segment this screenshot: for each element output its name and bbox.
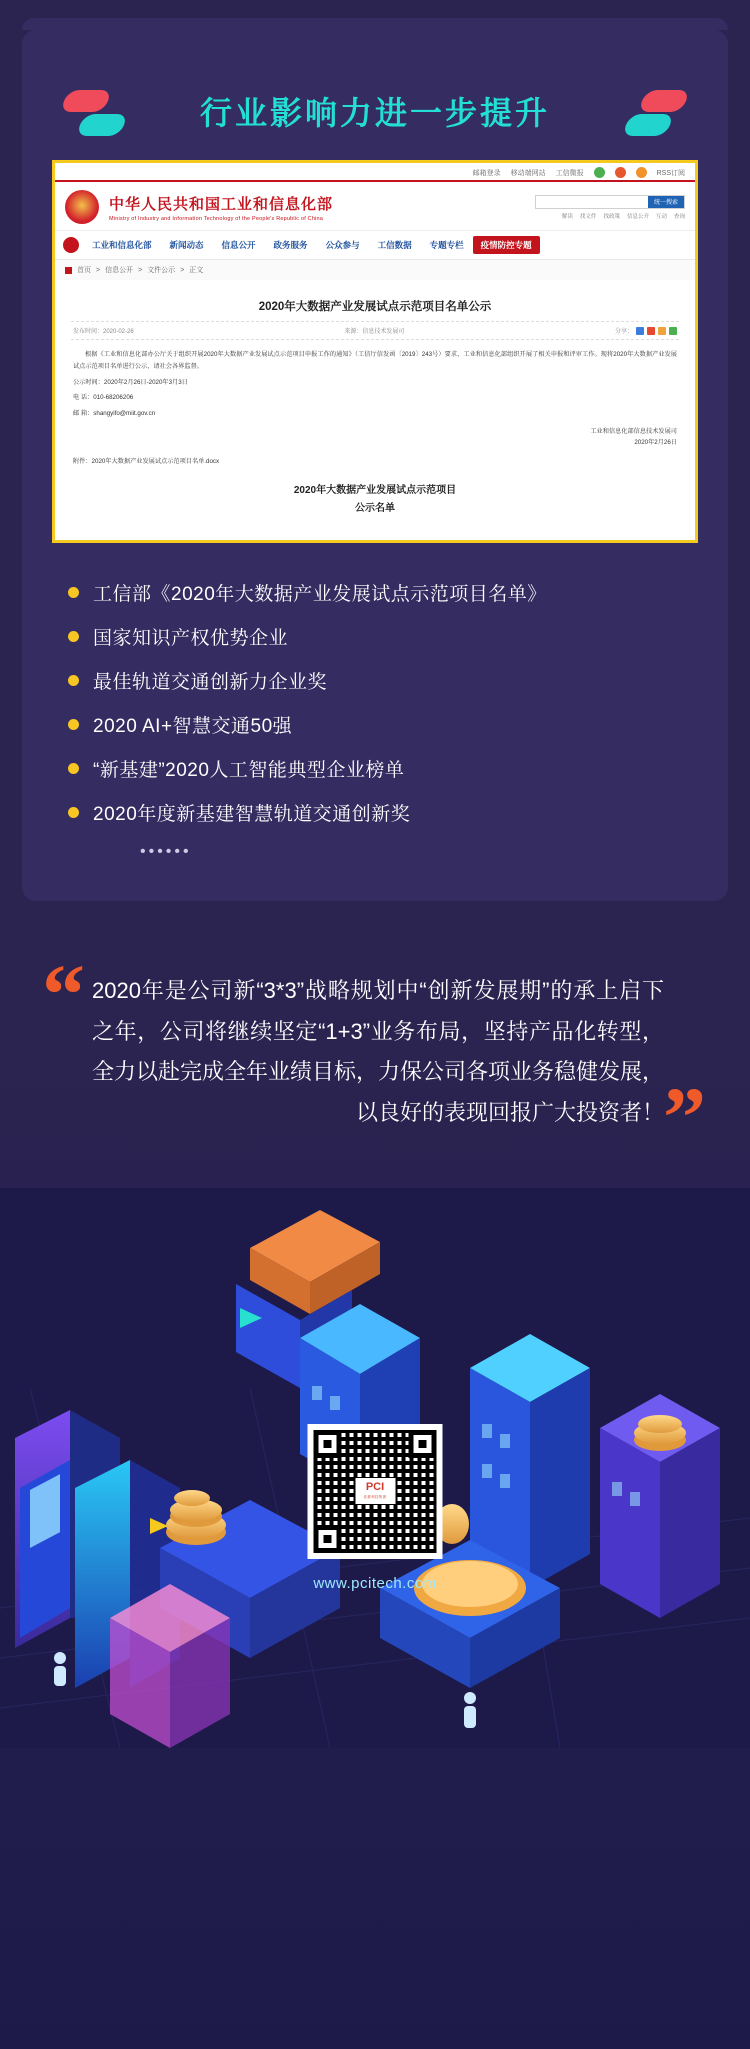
ribbon-right-icon xyxy=(612,102,686,128)
document-title: 2020年大数据产业发展试点示范项目名单公示 xyxy=(258,301,492,313)
list-item xyxy=(68,667,682,694)
document-subtitle-line1: 2020年大数据产业发展试点示范项目 xyxy=(293,485,457,496)
qr-eye-icon xyxy=(314,1430,342,1458)
nav-item-topics[interactable]: 专题专栏 xyxy=(429,240,464,250)
document-meta xyxy=(71,321,679,340)
search-button[interactable]: 统一搜索 xyxy=(648,196,684,208)
bullet-dot-icon xyxy=(68,675,79,686)
qr-logo-sub: 佳都科技集团 xyxy=(363,1495,387,1500)
breadcrumb: 首页 > 信息公开 > 文件公示 > 正文 xyxy=(55,259,695,280)
document-tel: 电 话：010-68206206 xyxy=(73,394,134,402)
qr-eye-icon xyxy=(409,1430,437,1458)
breadcrumb-item-disclosure[interactable]: 信息公开 xyxy=(105,267,134,274)
quote-close-icon: ” xyxy=(663,1068,706,1165)
bullet-dot-icon xyxy=(68,763,79,774)
nav-item-news[interactable]: 新闻动态 xyxy=(169,240,204,250)
share-qzone-icon[interactable] xyxy=(658,327,666,335)
qr-section xyxy=(308,1424,443,1592)
list-item-label: 国家知识产权优势企业 xyxy=(93,628,289,649)
qr-code[interactable] xyxy=(308,1424,443,1559)
document-signature xyxy=(73,426,677,448)
qr-logo-main: PCI xyxy=(365,1481,385,1494)
list-item xyxy=(68,755,682,782)
previous-card-edge xyxy=(22,18,728,30)
list-item-label: 工信部《2020年大数据产业发展试点示范项目名单》 xyxy=(93,584,547,605)
document-notice-period: 公示时间：2020年2月26日-2020年3月3日 xyxy=(73,378,188,386)
qr-logo xyxy=(355,1478,395,1504)
nav-item-epidemic[interactable]: 疫情防控专题 xyxy=(473,236,540,254)
share-label: 分享： xyxy=(614,329,633,335)
breadcrumb-item-home[interactable]: 首页 xyxy=(77,267,91,274)
list-item xyxy=(68,579,682,606)
list-item-label: “新基建”2020人工智能典型企业榜单 xyxy=(93,760,405,781)
share-weibo-icon[interactable] xyxy=(647,327,655,335)
search-tag[interactable]: 解读 xyxy=(561,213,573,220)
page-title: 行业影响力进一步提升 xyxy=(199,95,550,131)
search-tag[interactable]: 查询 xyxy=(673,213,685,220)
headline-wrap xyxy=(22,68,728,154)
search-tag[interactable]: 找文件 xyxy=(579,213,597,220)
list-item xyxy=(68,799,682,826)
city-illustration xyxy=(0,1188,750,1748)
rss-label[interactable]: RSS订阅 xyxy=(656,169,685,177)
nav-item-data[interactable]: 工信数据 xyxy=(377,240,412,250)
breadcrumb-item-article: 正文 xyxy=(189,267,204,274)
search-input[interactable] xyxy=(535,195,685,209)
list-item xyxy=(68,623,682,650)
topbar-link-weibao[interactable]: 工信微报 xyxy=(555,169,584,177)
signature-date: 2020年2月26日 xyxy=(634,439,677,447)
gov-title-cn: 中华人民共和国工业和信息化部 xyxy=(109,195,334,213)
document-body xyxy=(71,340,679,468)
signature-org: 工业和信息化部信息技术发展司 xyxy=(590,427,677,435)
website-link[interactable]: www.pcitech.com xyxy=(313,1574,437,1592)
document-attachment[interactable]: 附件：2020年大数据产业发展试点示范项目名单.docx xyxy=(73,458,220,466)
bullet-dot-icon xyxy=(68,719,79,730)
share-wechat-icon[interactable] xyxy=(669,327,677,335)
ribbon-left-icon xyxy=(64,102,138,128)
gov-topbar xyxy=(55,163,695,180)
gov-nav xyxy=(55,230,695,259)
gov-header xyxy=(55,180,695,230)
nav-item-services[interactable]: 政务服务 xyxy=(273,240,308,250)
nav-item-participation[interactable]: 公众参与 xyxy=(325,240,360,250)
topbar-link-mail[interactable]: 邮箱登录 xyxy=(472,169,501,177)
list-item-label: 2020年度新基建智慧轨道交通创新奖 xyxy=(93,804,411,825)
quote-block xyxy=(40,946,710,1165)
list-item xyxy=(68,711,682,738)
home-icon xyxy=(65,267,72,274)
quote-text: 2020年是公司新“3*3”战略规划中“创新发展期”的承上启下之年，公司将继续坚定“1+3”业务布局，坚持产品化转型，全力以赴完成全年业绩目标，力保公司各项业务稳健发展，以良好的表现回报广大投资者！ xyxy=(92,978,665,1126)
search-tags xyxy=(562,212,685,220)
nav-item-ministry[interactable]: 工业和信息化部 xyxy=(92,240,152,250)
qr-eye-icon xyxy=(314,1525,342,1553)
document-paragraph: 根据《工业和信息化部办公厅关于组织开展2020年大数据产业发展试点示范项目申报工作的通知》（工信厅信发函〔2019〕243号）要求，工业和信息化部组织开展了相关申报和评审工作。现将2020年大数据产业发展试点示范项目名单进行公示，请社会各界监督。 xyxy=(73,351,677,370)
nav-logo-icon xyxy=(63,237,79,253)
gov-title-en: Ministry of Industry and Information Technology of the People's Republic of China xyxy=(109,215,324,222)
gov-search xyxy=(535,195,685,220)
document-subtitle-line2: 公示名单 xyxy=(355,503,395,514)
bullet-dot-icon xyxy=(68,807,79,818)
nav-item-disclosure[interactable]: 信息公开 xyxy=(221,240,256,250)
list-item-label: 最佳轨道交通创新力企业奖 xyxy=(93,672,328,693)
list-more-indicator: •••••• xyxy=(140,843,192,860)
publish-source: 来源：信息技术发展司 xyxy=(344,329,405,335)
national-emblem-icon xyxy=(65,190,99,224)
topbar-link-mobile[interactable]: 移动端网站 xyxy=(510,169,546,177)
bullet-dot-icon xyxy=(68,587,79,598)
impact-panel xyxy=(22,30,728,901)
breadcrumb-item-files[interactable]: 文件公示 xyxy=(147,267,176,274)
document-area xyxy=(55,280,695,540)
wechat-icon[interactable] xyxy=(594,167,605,178)
search-tag[interactable]: 找政策 xyxy=(603,213,620,220)
gov-website-screenshot xyxy=(52,160,698,543)
document-mail: 邮 箱：shangyifo@miit.gov.cn xyxy=(73,410,156,418)
search-tag[interactable]: 互动 xyxy=(655,213,667,220)
share-group xyxy=(615,326,677,335)
share-qq-icon[interactable] xyxy=(636,327,644,335)
achievement-list xyxy=(68,579,682,861)
list-item-label: 2020 AI+智慧交通50强 xyxy=(93,716,293,737)
document-subtitle xyxy=(71,468,679,534)
quote-open-icon: “ xyxy=(42,946,85,1042)
rss-icon[interactable] xyxy=(636,167,647,178)
search-tag[interactable]: 信息公开 xyxy=(626,213,649,220)
publish-date: 发布时间：2020-02-26 xyxy=(73,329,134,335)
top-spacer xyxy=(0,0,750,18)
weibo-icon[interactable] xyxy=(615,167,626,178)
bullet-dot-icon xyxy=(68,631,79,642)
